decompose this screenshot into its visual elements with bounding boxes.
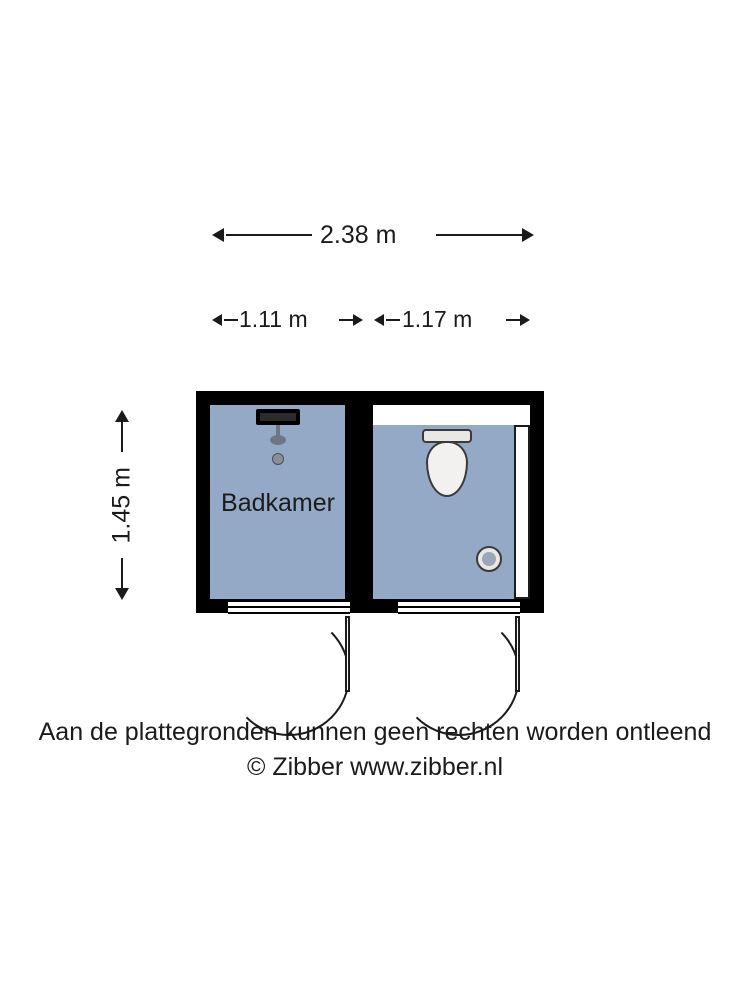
arrowhead-left-icon [374,314,384,326]
arrowhead-left-icon [212,314,222,326]
door-right-threshold [398,600,520,614]
dimension-line [339,319,353,321]
shower-knob-icon [272,453,284,465]
glass-partition [514,425,530,599]
dimension-right-width-label: 1.17 m [402,306,473,332]
door-left-threshold [228,600,350,614]
dimension-line [121,422,123,452]
dimension-line [436,234,522,236]
toilet-recess-fill [373,405,530,425]
dimension-total-width-label: 2.38 m [320,221,397,249]
dimension-line [386,319,400,321]
arrowhead-down-icon [115,588,129,600]
dimension-height-label: 1.45 m [107,467,136,544]
footer-copyright: © Zibber www.zibber.nl [246,753,504,781]
room-label-badkamer: Badkamer [221,489,335,517]
dimension-line [121,558,123,588]
dimension-line [224,319,238,321]
footer-disclaimer: Aan de plattegronden kunnen geen rechten worden ontleend [38,718,712,746]
shower-icon [256,409,300,425]
door-left-panel [345,616,350,692]
shower-head-icon [270,435,286,445]
sink-icon [476,546,502,572]
arrowhead-right-icon [520,314,530,326]
floorplan-drawing [196,391,544,613]
arrowhead-up-icon [115,410,129,422]
dimension-line [226,234,312,236]
arrowhead-left-icon [212,228,224,242]
arrowhead-right-icon [353,314,363,326]
footer [0,718,750,782]
dimension-left-width-label: 1.11 m [239,306,308,332]
dimension-line [506,319,520,321]
door-right-panel [515,616,520,692]
arrowhead-right-icon [522,228,534,242]
